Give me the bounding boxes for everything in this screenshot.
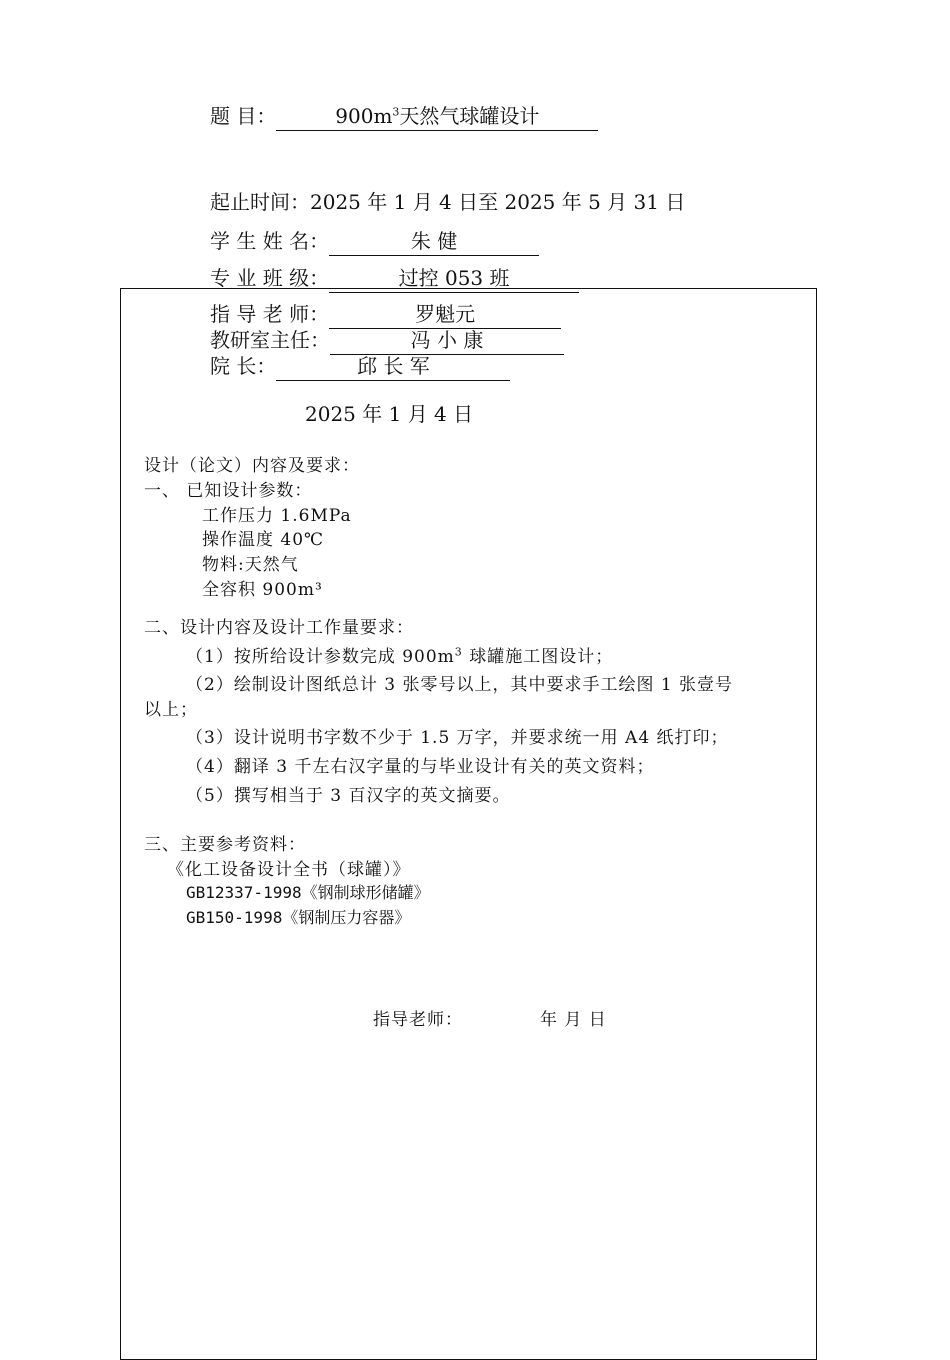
requirement-4: （4）翻译 3 千左右汉字量的与毕业设计有关的英文资料； (186, 757, 655, 777)
requirement-2-line2: 以上； (144, 700, 198, 720)
advisor-label: 指 导 老 师： (210, 302, 330, 326)
section1-title: 一、 已知设计参数： (144, 481, 313, 501)
param-material: 物料:天然气 (202, 555, 299, 575)
title-sup: 3 (392, 105, 400, 119)
param-pressure: 工作压力 1.6MPa (202, 506, 352, 526)
class-row (210, 262, 579, 293)
task-frame (120, 288, 817, 1360)
class-value: 过控 053 班 (329, 262, 579, 293)
title-label: 题 目： (210, 104, 277, 128)
section3-title: 三、主要参考资料： (144, 835, 306, 855)
req1-sup: 3 (454, 645, 463, 659)
period-value: 2025 年 1 月 4 日至 2025 年 5 月 31 日 (310, 190, 686, 214)
param-temperature: 操作温度 40℃ (202, 530, 325, 550)
reference-3: GB150-1998《钢制压力容器》 (186, 908, 411, 927)
param-volume: 全容积 900m³ (202, 580, 323, 600)
period-label: 起止时间： (210, 190, 310, 214)
requirement-2-line1: （2）绘制设计图纸总计 3 张零号以上，其中要求手工绘图 1 张壹号 (186, 675, 734, 695)
req1-prefix: （1）按所给设计参数完成 900m (186, 647, 455, 667)
cover-date: 2025 年 1 月 4 日 (305, 402, 474, 426)
class-label: 专 业 班 级： (210, 266, 330, 290)
reference-2: GB12337-1998《钢制球形储罐》 (186, 883, 430, 902)
content-heading: 设计（论文）内容及要求： (144, 456, 360, 476)
student-value: 朱 健 (329, 225, 539, 256)
requirement-3: （3）设计说明书字数不少于 1.5 万字，并要求统一用 A4 纸打印； (186, 728, 729, 748)
dean-value: 邱 长 军 (276, 350, 510, 381)
director-label: 教研室主任： (210, 328, 330, 352)
student-label: 学 生 姓 名： (210, 229, 330, 253)
dean-label: 院 长： (210, 354, 277, 378)
title-prefix: 900m (335, 104, 393, 128)
period-row (210, 186, 685, 215)
reference-1: 《化工设备设计全书（球罐）》 (167, 860, 411, 880)
advisor-sign-date: 年 月 日 (540, 1010, 607, 1030)
requirement-1 (186, 642, 613, 667)
director-value: 冯 小 康 (330, 324, 564, 355)
requirement-5: （5）撰写相当于 3 百汉字的英文摘要。 (186, 786, 511, 806)
req1-suffix: 球罐施工图设计； (462, 647, 614, 667)
title-value (276, 100, 598, 131)
title-suffix: 天然气球罐设计 (399, 104, 540, 128)
advisor-value: 罗魁元 (329, 298, 561, 329)
dean-row (210, 350, 510, 381)
advisor-sign-label: 指导老师： (373, 1010, 463, 1030)
student-row (210, 225, 539, 256)
title-row (210, 100, 598, 131)
section2-title: 二、设计内容及设计工作量要求： (144, 618, 414, 638)
